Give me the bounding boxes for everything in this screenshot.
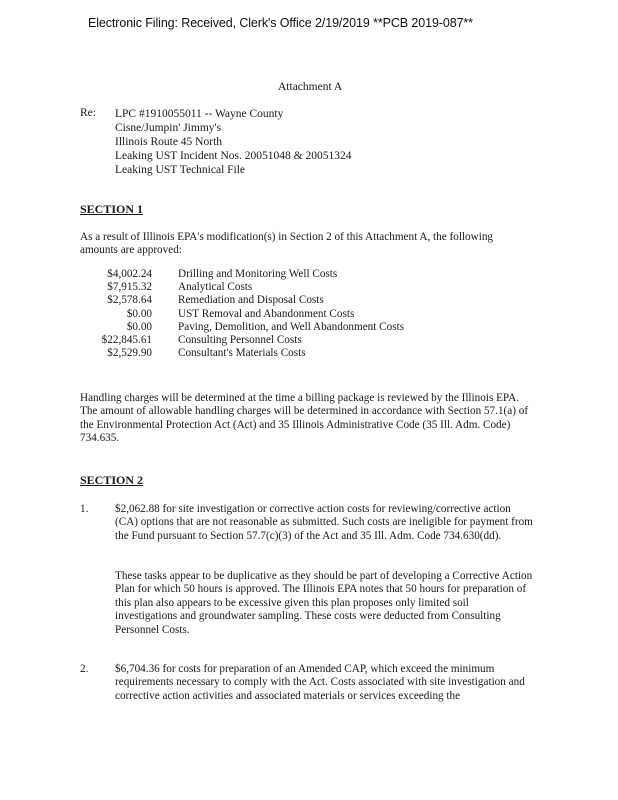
amount-value: $0.00 — [126, 307, 152, 320]
item-1-paragraph-1: $2,062.88 for site investigation or corrective action costs for reviewing/corrective action (CA) options that are not reasonable as submitted. Such costs are ineligible for payment from the Fund pursuant to Section 57.7(c)(3) of the Act and 35 Ill. Adm. Code 734.630(dd). — [115, 503, 533, 542]
re-line: LPC #1910055011 -- Wayne County — [115, 108, 284, 120]
amount-description: Drilling and Monitoring Well Costs — [178, 268, 338, 280]
section-2-heading: SECTION 2 — [80, 473, 144, 487]
amount-description: UST Removal and Abandonment Costs — [178, 307, 355, 320]
re-label: Re: — [80, 107, 96, 119]
amount-description: Consulting Personnel Costs — [178, 334, 302, 347]
amount-value: $7,915.32 — [107, 281, 152, 294]
re-line: Cisne/Jumpin' Jimmy's — [115, 122, 222, 134]
item-number: 1. — [80, 503, 89, 515]
amount-row — [88, 321, 404, 334]
amount-value: $4,002.24 — [107, 268, 152, 280]
amount-value: $2,529.90 — [107, 347, 152, 360]
amount-row — [88, 294, 404, 307]
amount-row — [88, 308, 404, 321]
re-block — [115, 107, 351, 177]
item-1-paragraph-2: These tasks appear to be duplicative as they should be part of developing a Corrective Action Plan for which 50 hours is approved. The Illinois EPA notes that 50 hours for preparation of this plan also appears to be excessive given this plan proposes only limited soil investigations and groundwater sampling. These costs were deducted from Consulting Personnel Costs. — [115, 570, 533, 636]
filing-stamp: Electronic Filing: Received, Clerk's Office 2/19/2019 **PCB 2019-087** — [88, 16, 473, 30]
amount-description: Analytical Costs — [178, 281, 253, 294]
re-line: Leaking UST Technical File — [115, 164, 246, 176]
amount-description: Remediation and Disposal Costs — [178, 294, 324, 307]
amount-value: $0.00 — [126, 320, 152, 333]
amount-value: $2,578.64 — [107, 294, 152, 307]
section-1-intro: As a result of Illinois EPA's modification(s) in Section 2 of this Attachment A, the following amounts are approved: — [80, 231, 494, 257]
amount-row — [88, 334, 404, 347]
handling-charges-paragraph: Handling charges will be determined at the time a billing package is reviewed by the Illinois EPA. The amount of allowable handling charges will be determined in accordance with Section 57.1(a) of the Environmental Protection Act (Act) and 35 Illinois Administrative Code (35 Ill. Adm. Code) 734.635. — [80, 392, 529, 445]
item-2-paragraph-1: $6,704.36 for costs for preparation of an Amended CAP, which exceed the minimum requirements necessary to comply with the Act. Costs associated with site investigation and corrective action activities and associated materials or services exceeding the — [115, 663, 525, 702]
amount-row — [88, 268, 404, 281]
re-line: Leaking UST Incident Nos. 20051048 & 20051324 — [115, 150, 352, 162]
section-1-heading: SECTION 1 — [80, 202, 144, 216]
amount-description: Paving, Demolition, and Well Abandonment Costs — [178, 320, 405, 333]
amount-description: Consultant's Materials Costs — [178, 347, 306, 360]
item-number: 2. — [80, 663, 89, 675]
amount-value: $22,845.61 — [101, 334, 152, 347]
amount-row — [88, 347, 404, 360]
attachment-title: Attachment A — [278, 81, 343, 93]
amount-row — [88, 281, 404, 294]
re-line: Illinois Route 45 North — [115, 136, 223, 148]
approved-amounts-table — [88, 268, 404, 360]
